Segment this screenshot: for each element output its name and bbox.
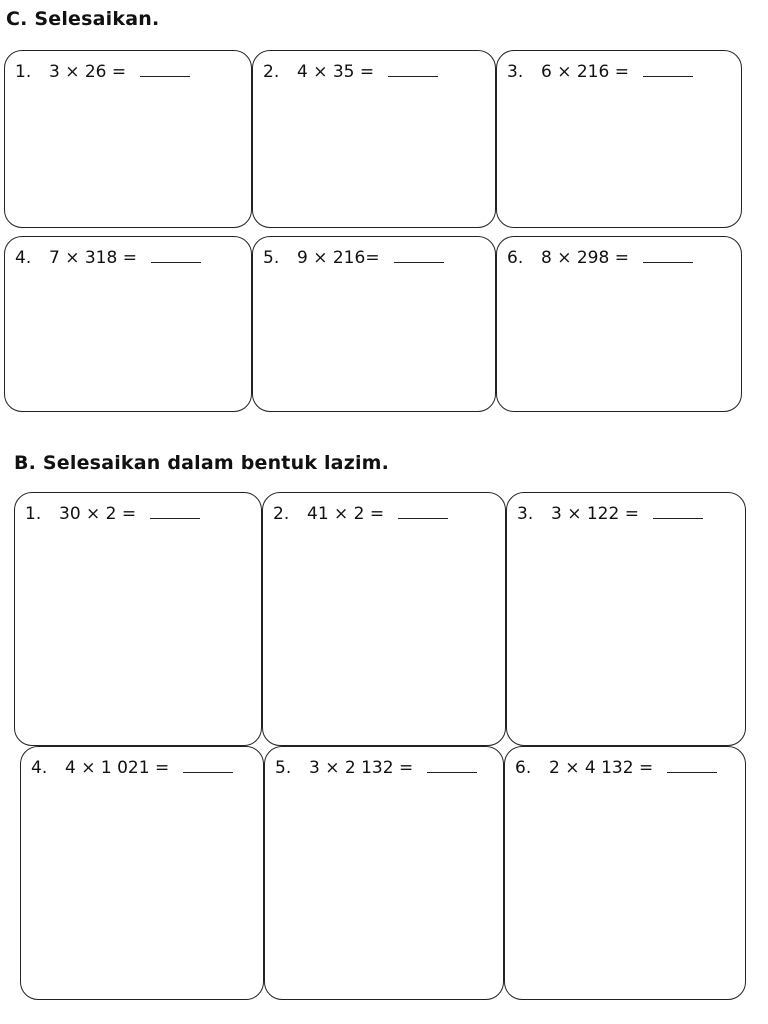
question-card-c4[interactable] [4,236,252,412]
section-b-heading: B. Selesaikan dalam bentuk lazim. [14,452,390,474]
question-b5 [275,758,495,778]
section-c-heading: C. Selesaikan. [6,8,160,30]
answer-blank[interactable] [653,504,703,519]
question-b3 [517,504,737,524]
question-expression: 7 × 318 = [49,248,137,268]
answer-blank[interactable] [394,248,444,263]
question-expression: 9 × 216= [297,248,380,268]
question-number: 3. [517,504,534,524]
question-number: 5. [275,758,292,778]
answer-blank[interactable] [140,62,190,77]
answer-blank[interactable] [667,758,717,773]
answer-blank[interactable] [427,758,477,773]
question-c5 [263,248,487,268]
question-expression: 2 × 4 132 = [549,758,654,778]
answer-blank[interactable] [643,248,693,263]
question-expression: 30 × 2 = [59,504,137,524]
question-number: 1. [15,62,32,82]
answer-blank[interactable] [151,248,201,263]
question-expression: 41 × 2 = [307,504,385,524]
question-expression: 8 × 298 = [541,248,629,268]
question-number: 4. [15,248,32,268]
question-expression: 3 × 2 132 = [309,758,414,778]
question-number: 1. [25,504,42,524]
question-card-c6[interactable] [496,236,742,412]
answer-blank[interactable] [388,62,438,77]
question-b4 [31,758,255,778]
question-card-b4[interactable] [20,746,264,1000]
question-b1 [25,504,253,524]
question-number: 6. [515,758,532,778]
question-c2 [263,62,487,82]
question-card-c2[interactable] [252,50,496,228]
answer-blank[interactable] [183,758,233,773]
question-c4 [15,248,243,268]
question-b6 [515,758,737,778]
question-card-b2[interactable] [262,492,506,746]
answer-blank[interactable] [398,504,448,519]
question-expression: 3 × 122 = [551,504,639,524]
question-number: 2. [263,62,280,82]
question-card-c5[interactable] [252,236,496,412]
question-number: 3. [507,62,524,82]
question-card-c3[interactable] [496,50,742,228]
question-c3 [507,62,733,82]
question-expression: 3 × 26 = [49,62,127,82]
question-card-b6[interactable] [504,746,746,1000]
question-number: 2. [273,504,290,524]
question-expression: 4 × 1 021 = [65,758,170,778]
question-number: 5. [263,248,280,268]
question-b2 [273,504,497,524]
question-card-b5[interactable] [264,746,504,1000]
question-c1 [15,62,243,82]
question-number: 4. [31,758,48,778]
question-number: 6. [507,248,524,268]
question-card-c1[interactable] [4,50,252,228]
answer-blank[interactable] [150,504,200,519]
question-card-b3[interactable] [506,492,746,746]
question-c6 [507,248,733,268]
answer-blank[interactable] [643,62,693,77]
question-expression: 6 × 216 = [541,62,629,82]
question-expression: 4 × 35 = [297,62,375,82]
question-card-b1[interactable] [14,492,262,746]
